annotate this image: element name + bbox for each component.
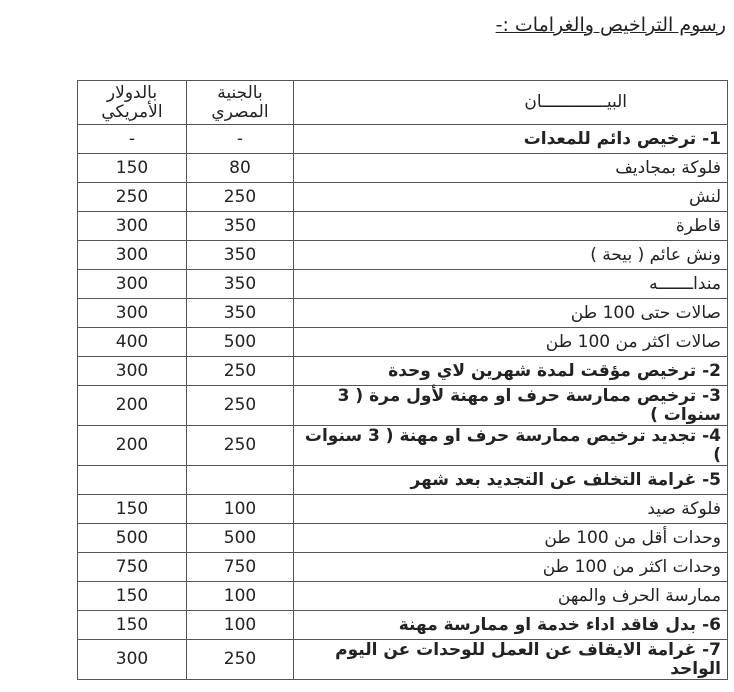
row-usd-fee: 150 xyxy=(78,154,187,183)
table-row xyxy=(78,125,728,154)
table-row xyxy=(78,270,728,299)
row-usd-fee: 300 xyxy=(78,270,187,299)
row-egp-fee: 250 xyxy=(187,357,294,386)
row-egp-fee: 100 xyxy=(187,495,294,524)
row-usd-fee xyxy=(78,466,187,495)
table-row xyxy=(78,524,728,553)
row-egp-fee: 350 xyxy=(187,241,294,270)
row-description: ونش عائم ( بيحة ) xyxy=(294,241,728,270)
row-description: 6- بدل فاقد اداء خدمة او ممارسة مهنة xyxy=(294,611,728,640)
row-egp-fee: 250 xyxy=(187,426,294,466)
row-description: منداـــــــه xyxy=(294,270,728,299)
header-description: البيـــــــــــــان xyxy=(294,81,728,125)
row-egp-fee: 500 xyxy=(187,524,294,553)
row-egp-fee: 100 xyxy=(187,582,294,611)
row-usd-fee: 300 xyxy=(78,212,187,241)
row-egp-fee: 350 xyxy=(187,299,294,328)
row-description: قاطرة xyxy=(294,212,728,241)
table-row xyxy=(78,466,728,495)
row-description: فلوكة صيد xyxy=(294,495,728,524)
row-egp-fee: 350 xyxy=(187,212,294,241)
row-egp-fee: 500 xyxy=(187,328,294,357)
table-row xyxy=(78,154,728,183)
table-row xyxy=(78,328,728,357)
row-description: ممارسة الحرف والمهن xyxy=(294,582,728,611)
row-description: وحدات اكثر من 100 طن xyxy=(294,553,728,582)
row-egp-fee: 100 xyxy=(187,611,294,640)
row-usd-fee: 400 xyxy=(78,328,187,357)
page-title: رسوم التراخيص والغرامات :- xyxy=(495,14,726,36)
row-usd-fee: 200 xyxy=(78,386,187,426)
row-egp-fee: 250 xyxy=(187,640,294,680)
table-row xyxy=(78,611,728,640)
table-row xyxy=(78,183,728,212)
table-row xyxy=(78,386,728,426)
table-row xyxy=(78,212,728,241)
row-usd-fee: 750 xyxy=(78,553,187,582)
row-egp-fee: 80 xyxy=(187,154,294,183)
row-usd-fee: 500 xyxy=(78,524,187,553)
row-description: صالات اكثر من 100 طن xyxy=(294,328,728,357)
row-description: 7- غرامة الايقاف عن العمل للوحدات عن اليوم الواحد xyxy=(294,640,728,680)
row-description: 2- ترخيص مؤقت لمدة شهرين لاي وحدة xyxy=(294,357,728,386)
row-usd-fee: 150 xyxy=(78,582,187,611)
row-usd-fee: 300 xyxy=(78,640,187,680)
row-usd-fee: - xyxy=(78,125,187,154)
row-egp-fee: - xyxy=(187,125,294,154)
row-usd-fee: 250 xyxy=(78,183,187,212)
table-row xyxy=(78,582,728,611)
row-usd-fee: 200 xyxy=(78,426,187,466)
row-description: 4- تجديد ترخيص ممارسة حرف او مهنة ( 3 سنوات ) xyxy=(294,426,728,466)
row-usd-fee: 300 xyxy=(78,357,187,386)
row-egp-fee: 350 xyxy=(187,270,294,299)
table-row xyxy=(78,357,728,386)
row-description: 3- ترخيص ممارسة حرف او مهنة لأول مرة ( 3 سنوات ) xyxy=(294,386,728,426)
row-usd-fee: 150 xyxy=(78,495,187,524)
table-row xyxy=(78,426,728,466)
table-row xyxy=(78,640,728,680)
row-egp-fee: 750 xyxy=(187,553,294,582)
table-row xyxy=(78,241,728,270)
row-usd-fee: 300 xyxy=(78,299,187,328)
row-description: فلوكة بمجاديف xyxy=(294,154,728,183)
row-description: لنش xyxy=(294,183,728,212)
fees-table xyxy=(77,80,728,680)
header-usd: بالدولار الأمريكي xyxy=(78,81,187,125)
table-row xyxy=(78,553,728,582)
table-row xyxy=(78,495,728,524)
row-egp-fee: 250 xyxy=(187,183,294,212)
row-description: 5- غرامة التخلف عن التجديد بعد شهر xyxy=(294,466,728,495)
row-egp-fee: 250 xyxy=(187,386,294,426)
table-header-row xyxy=(78,81,728,125)
row-egp-fee xyxy=(187,466,294,495)
row-usd-fee: 150 xyxy=(78,611,187,640)
table-row xyxy=(78,299,728,328)
row-description: 1- ترخيص دائم للمعدات xyxy=(294,125,728,154)
row-description: صالات حتى 100 طن xyxy=(294,299,728,328)
header-egp: بالجنية المصري xyxy=(187,81,294,125)
row-description: وحدات أقل من 100 طن xyxy=(294,524,728,553)
row-usd-fee: 300 xyxy=(78,241,187,270)
